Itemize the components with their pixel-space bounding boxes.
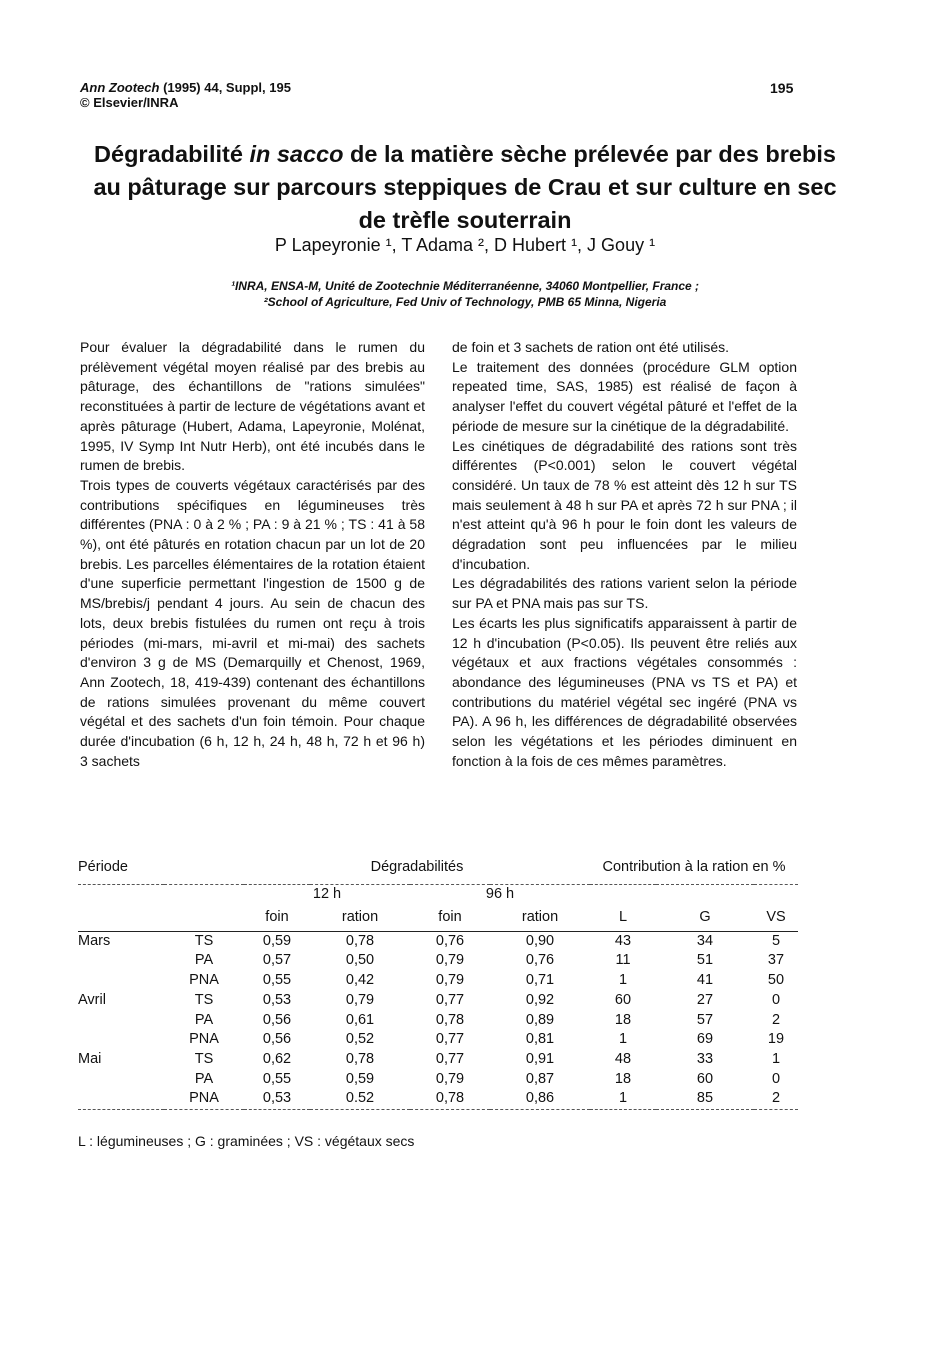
copyright-line: © Elsevier/INRA bbox=[80, 95, 179, 110]
header-periode: Période bbox=[78, 859, 128, 876]
table-row bbox=[78, 951, 798, 971]
cell-foin-96h: 0,77 bbox=[435, 1031, 465, 1048]
cell-treatment: PNA bbox=[189, 972, 219, 989]
cell-contribution-VS: 5 bbox=[771, 932, 781, 949]
col-foin-96h: foin bbox=[410, 905, 490, 932]
cell-ration-12h: 0.52 bbox=[310, 1089, 410, 1109]
citation-details: (1995) 44, Suppl, 195 bbox=[163, 80, 291, 95]
cell-foin-12h: 0,56 bbox=[262, 1031, 292, 1048]
title-italic: in sacco bbox=[249, 141, 344, 167]
cell-ration-96h: 0,90 bbox=[525, 932, 555, 949]
col-foin-12h: foin bbox=[244, 905, 310, 932]
title-part1: Dégradabilité bbox=[94, 141, 250, 167]
body-column-left bbox=[80, 338, 425, 771]
cell-contribution-VS: 1 bbox=[771, 1050, 781, 1067]
cell-period bbox=[78, 1070, 164, 1090]
cell-contribution-VS: 0 bbox=[771, 991, 781, 1008]
cell-foin-96h: 0,79 bbox=[435, 952, 465, 969]
authors: P Lapeyronie ¹, T Adama ², D Hubert ¹, J Gouy ¹ bbox=[274, 235, 656, 255]
cell-foin-12h: 0,55 bbox=[262, 1070, 292, 1087]
body-paragraph: Les dégradabilités des rations varient selon la période sur PA et PNA mais pas sur TS. bbox=[452, 575, 797, 612]
cell-ration-12h: 0,78 bbox=[345, 932, 375, 949]
cell-foin-96h: 0,79 bbox=[435, 972, 465, 989]
body-paragraph: de foin et 3 sachets de ration ont été utilisés. bbox=[452, 339, 730, 355]
table-row bbox=[78, 1089, 798, 1109]
col-VS: VS bbox=[754, 905, 798, 932]
header-contribution: Contribution à la ration en % bbox=[602, 859, 786, 876]
results-table bbox=[78, 858, 798, 1110]
affiliation-2: ²School of Agriculture, Fed Univ of Technology, PMB 65 Minna, Nigeria bbox=[263, 295, 667, 309]
body-paragraph: Les écarts les plus significatifs apparaissent à partir de 12 h d'incubation (P<0.05). Ils peuvent être reliés aux végétaux et aux fractions végétales consommés : abondance des légumineuses (PNA vs TS et PA) et contributions du matériel végétal sec ingéré (PNA vs PA). A 96 h, les différences de dégradabilité observées selon les végétations et les périodes diminuent en fonction à la fois de ces mêmes paramètres. bbox=[452, 614, 797, 769]
body-paragraph: Pour évaluer la dégradabilité dans le rumen du prélèvement végétal moyen réalisé par des brebis au pâturage, des échantillons de "rations simulées" reconstituées à partir de lecture de végétations avant et après pâturage (Hubert, Adama, Lapeyronie, Molénat, 1995, IV Symp Int Nutr Herb), ont été incubés dans le rumen de brebis. bbox=[80, 339, 425, 474]
journal-header bbox=[80, 80, 291, 110]
cell-foin-96h: 0,78 bbox=[410, 1089, 490, 1109]
cell-contribution-L: 48 bbox=[614, 1050, 632, 1067]
cell-contribution-G: 57 bbox=[696, 1011, 714, 1028]
header-12h: 12 h bbox=[244, 885, 410, 905]
cell-treatment: TS bbox=[194, 1050, 214, 1067]
cell-foin-96h: 0,77 bbox=[435, 991, 465, 1008]
cell-contribution-G: 34 bbox=[696, 932, 714, 949]
cell-foin-96h: 0,79 bbox=[435, 1070, 465, 1087]
cell-contribution-G: 41 bbox=[696, 972, 714, 989]
col-ration-96h: ration bbox=[490, 905, 590, 932]
cell-foin-96h: 0,78 bbox=[435, 1011, 465, 1028]
cell-foin-12h: 0,62 bbox=[262, 1050, 292, 1067]
cell-ration-96h: 0,89 bbox=[525, 1011, 555, 1028]
cell-contribution-VS: 2 bbox=[754, 1089, 798, 1109]
cell-ration-96h: 0,91 bbox=[525, 1050, 555, 1067]
cell-contribution-L: 1 bbox=[590, 1089, 656, 1109]
table-footnote: L : légumineuses ; G : graminées ; VS : végétaux secs bbox=[78, 1133, 415, 1149]
cell-period bbox=[78, 1089, 164, 1109]
body-column-right bbox=[452, 338, 797, 771]
cell-period bbox=[78, 971, 164, 991]
cell-contribution-G: 27 bbox=[696, 991, 714, 1008]
table-row bbox=[78, 931, 798, 951]
header-96h: 96 h bbox=[410, 885, 590, 905]
cell-period bbox=[78, 1011, 164, 1031]
cell-contribution-L: 11 bbox=[615, 952, 631, 969]
cell-ration-12h: 0,78 bbox=[345, 1050, 375, 1067]
body-paragraph: Trois types de couverts végétaux caractérisés par des contributions spécifiques en légumineuses très différentes (PNA : 0 à 2 % ; PA : 9 à 21 % ; TS : 41 à 58 %), ont été pâturés en rotation chacun par un lot de 20 brebis. Les parcelles élémentaires de la rotation étaient d'une superficie permettant l'ingestion de 1500 g de MS/brebis/j pendant 4 jours. Au sein de chacun des lots, deux brebis fistulées du rumen ont reçu à trois périodes (mi-mars, mi-avril et mi-mai) des sachets d'environ 3 g de MS (Demarquilly et Chenost, 1969, Ann Zootech, 18, 419-439) contenant des échantillons de rations simulées provenant du même couvert végétal et des sachets d'un foin témoin. Pour chaque durée d'incubation (6 h, 12 h, 24 h, 48 h, 72 h et 96 h) 3 sachets bbox=[80, 476, 425, 769]
title-part2: de la matière sèche prélevée par des brebis au pâturage sur parcours steppiques de Crau et sur culture en sec de trèfle souterrain bbox=[93, 141, 837, 233]
body-paragraph: Les cinétiques de dégradabilité des rations sont très différentes (P<0.001) selon le couvert végétal considéré. Un taux de 78 % est atteint dès 12 h sur TS mais seulement à 48 h sur PA et après 72 h sur PNA ; il n'est atteint qu'à 96 h pour le foin dont les valeurs de dégradation sont peu influencées par le milieu d'incubation. bbox=[452, 437, 797, 572]
cell-ration-12h: 0,79 bbox=[345, 991, 375, 1008]
cell-foin-12h: 0,53 bbox=[262, 991, 292, 1008]
cell-contribution-VS: 19 bbox=[767, 1031, 785, 1048]
cell-contribution-VS: 2 bbox=[771, 1011, 781, 1028]
cell-treatment: TS bbox=[194, 932, 214, 949]
table-row bbox=[78, 971, 798, 991]
cell-ration-12h: 0,59 bbox=[345, 1070, 375, 1087]
journal-name: Ann Zootech bbox=[80, 80, 160, 95]
affiliation-1: ¹INRA, ENSA-M, Unité de Zootechnie Méditerranéenne, 34060 Montpellier, France ; bbox=[230, 279, 700, 293]
cell-contribution-L: 1 bbox=[618, 972, 628, 989]
cell-foin-12h: 0,55 bbox=[262, 972, 292, 989]
cell-foin-96h: 0,76 bbox=[435, 932, 465, 949]
col-L: L bbox=[590, 905, 656, 932]
cell-contribution-L: 1 bbox=[618, 1031, 628, 1048]
cell-contribution-G: 69 bbox=[696, 1031, 714, 1048]
cell-ration-12h: 0,50 bbox=[345, 952, 375, 969]
cell-ration-96h: 0,86 bbox=[490, 1089, 590, 1109]
cell-period: Mai bbox=[78, 1050, 102, 1067]
cell-contribution-VS: 50 bbox=[767, 972, 785, 989]
cell-contribution-L: 43 bbox=[614, 932, 632, 949]
cell-contribution-L: 60 bbox=[614, 991, 632, 1008]
cell-period bbox=[78, 1030, 164, 1050]
table-row bbox=[78, 1030, 798, 1050]
cell-foin-12h: 0,56 bbox=[262, 1011, 292, 1028]
cell-treatment: PA bbox=[194, 1011, 214, 1028]
cell-ration-96h: 0,76 bbox=[525, 952, 555, 969]
table-row bbox=[78, 1011, 798, 1031]
cell-contribution-VS: 0 bbox=[771, 1070, 781, 1087]
cell-treatment: PA bbox=[194, 952, 214, 969]
cell-period: Avril bbox=[78, 991, 106, 1008]
cell-ration-96h: 0,81 bbox=[525, 1031, 555, 1048]
body-paragraph: Le traitement des données (procédure GLM option repeated time, SAS, 1985) est réalisé de façon à analyser l'effet du couvert végétal pâturé et l'effet de la période de mesure sur la cinétique de la dégradabilité. bbox=[452, 358, 797, 434]
col-ration-12h: ration bbox=[310, 905, 410, 932]
table-row bbox=[78, 1070, 798, 1090]
cell-contribution-G: 33 bbox=[696, 1050, 714, 1067]
cell-ration-12h: 0,61 bbox=[345, 1011, 375, 1028]
cell-foin-12h: 0,53 bbox=[244, 1089, 310, 1109]
cell-contribution-L: 18 bbox=[614, 1070, 632, 1087]
affiliations bbox=[90, 278, 840, 310]
cell-foin-12h: 0,57 bbox=[262, 952, 292, 969]
cell-treatment: PA bbox=[194, 1070, 214, 1087]
cell-contribution-G: 51 bbox=[696, 952, 714, 969]
cell-ration-96h: 0,92 bbox=[525, 991, 555, 1008]
cell-contribution-L: 18 bbox=[614, 1011, 632, 1028]
cell-ration-96h: 0,87 bbox=[525, 1070, 555, 1087]
cell-period: Mars bbox=[78, 932, 111, 949]
table-row bbox=[78, 1050, 798, 1070]
cell-ration-12h: 0,52 bbox=[345, 1031, 375, 1048]
cell-foin-96h: 0,77 bbox=[435, 1050, 465, 1067]
cell-period bbox=[78, 951, 164, 971]
cell-treatment: TS bbox=[194, 991, 214, 1008]
table-body bbox=[78, 931, 798, 1109]
table-row bbox=[78, 991, 798, 1011]
cell-treatment: PNA bbox=[164, 1089, 244, 1109]
page-number: 195 bbox=[770, 80, 794, 96]
article-title bbox=[90, 138, 840, 237]
cell-contribution-G: 85 bbox=[656, 1089, 754, 1109]
cell-ration-12h: 0,42 bbox=[345, 972, 375, 989]
cell-contribution-VS: 37 bbox=[767, 952, 785, 969]
cell-treatment: PNA bbox=[189, 1031, 219, 1048]
cell-contribution-G: 60 bbox=[696, 1070, 714, 1087]
citation-line bbox=[80, 80, 291, 95]
col-G: G bbox=[656, 905, 754, 932]
cell-ration-96h: 0,71 bbox=[525, 972, 555, 989]
header-degradabilites: Dégradabilités bbox=[370, 859, 464, 876]
cell-foin-12h: 0,59 bbox=[262, 932, 292, 949]
